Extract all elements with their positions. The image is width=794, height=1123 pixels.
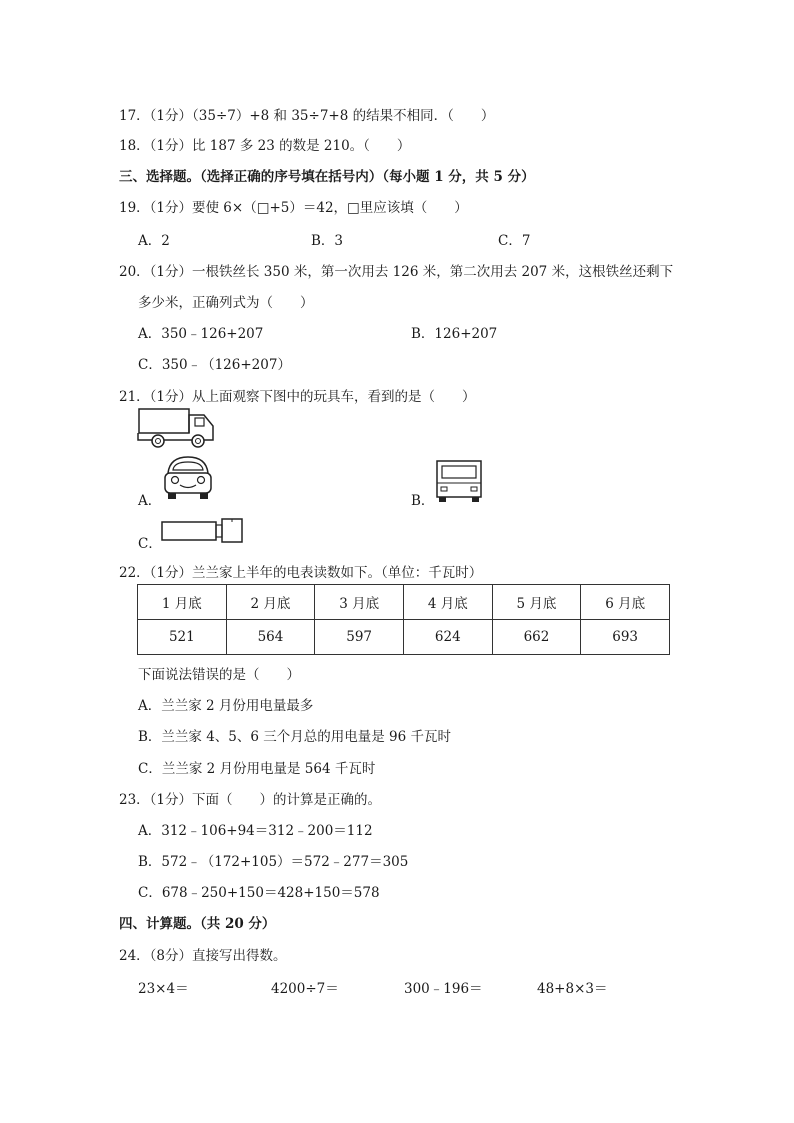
q19-option-a[interactable]: A．2 — [138, 233, 170, 249]
table-header-cell: 3 月底 — [315, 585, 404, 620]
table-cell: 624 — [403, 620, 492, 655]
car-front-view-icon — [160, 453, 216, 501]
table-cell: 693 — [581, 620, 670, 655]
table-cell: 521 — [138, 620, 227, 655]
question-20-stem-line2: 多少米，正确列式为（ ） — [138, 295, 314, 311]
question-23-stem: 23．（1分）下面（ ）的计算是正确的。 — [119, 792, 382, 808]
table-cell: 662 — [492, 620, 581, 655]
question-22-prompt: 下面说法错误的是（ ） — [138, 667, 300, 683]
question-20-stem-line1: 20．（1分）一根铁丝长 350 米，第一次用去 126 米，第二次用去 207 米，这根铁丝还剩下 — [119, 264, 674, 280]
table-row — [138, 620, 670, 655]
table-cell: 564 — [226, 620, 315, 655]
q20-option-b[interactable]: B．126+207 — [411, 326, 498, 342]
q21-option-a[interactable]: A． — [138, 493, 162, 509]
question-21-stem: 21．（1分）从上面观察下图中的玩具车，看到的是（ ） — [119, 389, 476, 405]
q21-option-b[interactable]: B． — [411, 493, 435, 509]
table-header-cell: 5 月底 — [492, 585, 581, 620]
q24-item-3: 300﹣196＝ — [404, 981, 483, 997]
table-cell: 597 — [315, 620, 404, 655]
q22-option-b[interactable]: B．兰兰家 4、5、6 三个月总的用电量是 96 千瓦时 — [138, 729, 452, 745]
question-18: 18．（1分）比 187 多 23 的数是 210。（ ） — [119, 138, 411, 154]
section-heading-choice: 三、选择题。（选择正确的序号填在括号内）（每小题 1 分，共 5 分） — [119, 169, 535, 185]
table-header-cell: 6 月底 — [581, 585, 670, 620]
q24-item-4: 48+8×3＝ — [537, 981, 608, 997]
q19-option-b[interactable]: B．3 — [311, 233, 344, 249]
question-22-stem: 22．（1分）兰兰家上半年的电表读数如下。（单位：千瓦时） — [119, 565, 483, 581]
q23-option-a[interactable]: A．312﹣106+94＝312﹣200＝112 — [138, 823, 373, 839]
q20-option-c[interactable]: C．350﹣（126+207） — [138, 357, 291, 373]
truck-front-view-icon — [434, 459, 484, 503]
q23-option-b[interactable]: B．572﹣（172+105）＝572﹣277＝305 — [138, 854, 409, 870]
q21-option-c[interactable]: C． — [138, 536, 162, 552]
q24-item-2: 4200÷7＝ — [271, 981, 339, 997]
meter-reading-table — [137, 584, 670, 655]
toy-truck-side-view — [136, 406, 218, 450]
table-header-row — [138, 585, 670, 620]
table-header-cell: 1 月底 — [138, 585, 227, 620]
q22-option-a[interactable]: A．兰兰家 2 月份用电量最多 — [138, 698, 314, 714]
q20-option-a[interactable]: A．350﹣126+207 — [138, 326, 264, 342]
question-19-stem: 19．（1分）要使 6×（□+5）＝42，□里应该填（ ） — [119, 200, 468, 216]
q22-option-c[interactable]: C．兰兰家 2 月份用电量是 564 千瓦时 — [138, 761, 376, 777]
question-17: 17．（1分）（35÷7）+8 和 35÷7+8 的结果不相同．（ ） — [119, 108, 495, 124]
table-header-cell: 2 月底 — [226, 585, 315, 620]
table-header-cell: 4 月底 — [403, 585, 492, 620]
q23-option-c[interactable]: C．678﹣250+150＝428+150＝578 — [138, 885, 380, 901]
section-heading-calculation: 四、计算题。（共 20 分） — [119, 916, 276, 932]
q19-option-c[interactable]: C．7 — [498, 233, 531, 249]
question-24-stem: 24．（8分）直接写出得数。 — [119, 948, 287, 964]
truck-top-view-icon — [160, 516, 246, 544]
q24-item-1: 23×4＝ — [138, 981, 189, 997]
